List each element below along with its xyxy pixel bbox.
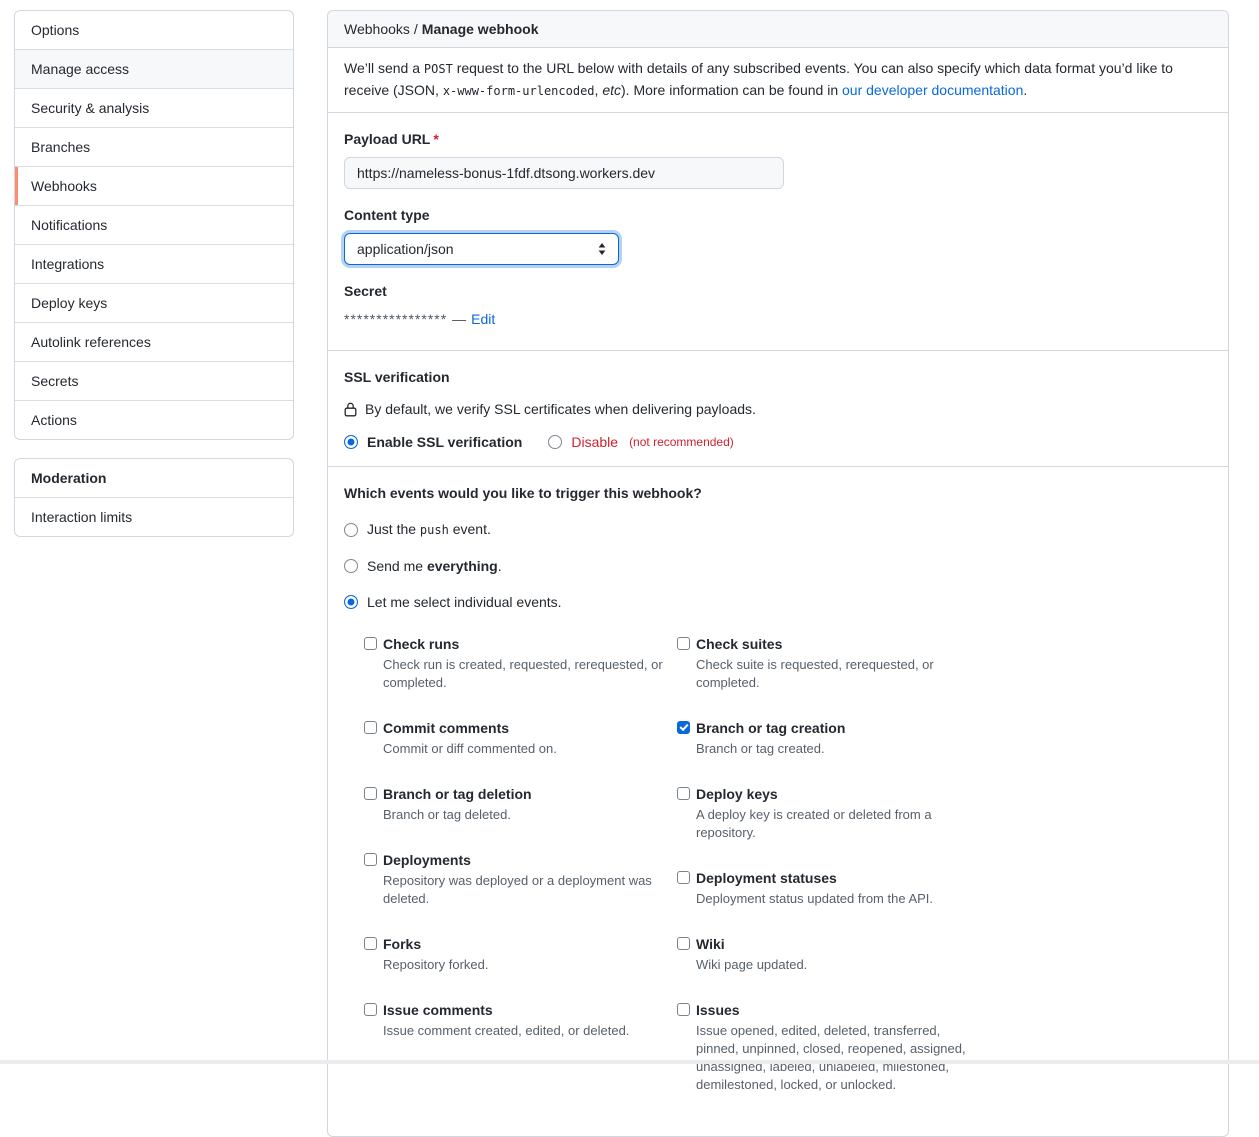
trigger-option-label [367,556,502,576]
event-description: Branch or tag deleted. [383,806,664,824]
breadcrumb-separator: / [414,21,418,37]
deployment-statuses-checkbox[interactable] [677,871,690,884]
intro-text-part: We’ll send a [344,60,424,76]
ssl-note-text: By default, we verify SSL certificates when delivering payloads. [365,399,756,419]
event-deployments-toggle[interactable] [364,850,664,870]
manage-webhook-panel [327,10,1229,1137]
event-title: Issues [696,1000,740,1020]
sidebar-section-moderation: Moderation [15,459,293,497]
sidebar-item-autolink-references[interactable]: Autolink references [15,322,293,361]
event-title: Check suites [696,634,782,654]
event-title: Deploy keys [696,784,778,804]
secret-field [344,281,1212,329]
events-section [328,467,1228,1136]
event-check-runs [364,634,664,692]
payload-url-field [344,129,1212,189]
event-description: Issue opened, edited, deleted, transferred, pinned, unpinned, closed, reopened, assigned, unassigned, labeled, unlabeled, milestoned, demilestoned, locked, or unlocked. [696,1022,977,1094]
event-description: A deploy key is created or deleted from a repository. [696,806,977,842]
event-title: Deployments [383,850,471,870]
event-checkbox-grid [364,634,1212,1120]
event-check-suites [677,634,977,692]
event-description: Wiki page updated. [696,956,977,974]
disable-ssl-label: Disable [571,434,618,450]
secret-separator: — [452,311,466,327]
disable-ssl-option[interactable] [548,434,733,450]
event-deployment-statuses-toggle[interactable] [677,868,977,888]
sidebar-item-actions[interactable]: Actions [15,400,293,439]
payload-url-label-text: Payload URL [344,131,430,147]
everything-radio[interactable] [344,559,358,573]
branch-tag-deletion-checkbox[interactable] [364,787,377,800]
event-description: Deployment status updated from the API. [696,890,977,908]
intro-text-part: , [595,82,603,98]
sidebar-item-webhooks[interactable]: Webhooks [15,166,293,205]
content-type-select[interactable] [344,233,619,265]
events-column-right [677,634,977,1120]
event-forks-toggle[interactable] [364,934,664,954]
settings-sidebar [14,10,294,537]
forks-checkbox[interactable] [364,937,377,950]
intro-text-part: request to the URL below with details of any subscribed events. You can also specify which data format you’d like to receive (JSON, [344,60,1173,98]
event-branch-or-tag-creation [677,718,977,758]
trigger-option-label [367,519,491,540]
intro-text [328,48,1228,113]
code-post: POST [424,62,453,76]
trigger-option-label: Let me select individual events. [367,592,562,612]
disable-ssl-note: (not recommended) [629,435,734,449]
enable-ssl-radio[interactable] [344,435,358,449]
disable-ssl-radio[interactable] [548,435,562,449]
breadcrumb-webhooks-link[interactable]: Webhooks [344,21,410,37]
branch-tag-creation-checkbox[interactable] [677,721,690,734]
event-title: Forks [383,934,421,954]
event-commit-comments-toggle[interactable] [364,718,664,738]
issues-checkbox[interactable] [677,1003,690,1016]
payload-url-input[interactable] [344,157,784,189]
event-title: Branch or tag creation [696,718,845,738]
code-urlencoded: x-www-form-urlencoded [443,84,595,98]
sidebar-item-notifications[interactable]: Notifications [15,205,293,244]
window-bottom-edge [0,1060,1259,1064]
just-push-radio[interactable] [344,523,358,537]
secret-masked-value: **************** [344,311,447,327]
sidebar-item-options[interactable]: Options [15,11,293,49]
event-issues-toggle[interactable] [677,1000,977,1020]
event-issue-comments-toggle[interactable] [364,1000,664,1020]
sidebar-item-deploy-keys[interactable]: Deploy keys [15,283,293,322]
event-description: Repository forked. [383,956,664,974]
event-title: Issue comments [383,1000,493,1020]
event-description: Check suite is requested, rerequested, or completed. [696,656,977,692]
event-check-runs-toggle[interactable] [364,634,664,654]
secret-edit-link[interactable]: Edit [471,311,495,327]
event-title: Branch or tag deletion [383,784,532,804]
event-deploy-keys-toggle[interactable] [677,784,977,804]
deploy-keys-checkbox[interactable] [677,787,690,800]
lock-icon [344,402,357,417]
event-wiki-toggle[interactable] [677,934,977,954]
trigger-text-part: . [498,558,502,574]
moderation-nav-box [14,458,294,537]
sidebar-item-interaction-limits[interactable]: Interaction limits [15,497,293,536]
trigger-option-individual-events[interactable] [344,592,1212,612]
sidebar-item-manage-access[interactable]: Manage access [15,49,293,88]
trigger-text-part: Just the [367,521,420,537]
sidebar-item-branches[interactable]: Branches [15,127,293,166]
event-description: Check run is created, requested, rerequested, or completed. [383,656,664,692]
enable-ssl-label: Enable SSL verification [367,434,522,450]
event-description: Commit or diff commented on. [383,740,664,758]
ssl-note-row [344,399,1212,419]
event-description: Issue comment created, edited, or deleted. [383,1022,664,1040]
ssl-verification-section [328,351,1228,467]
trigger-text-part: event. [449,521,491,537]
everything-bold: everything [427,558,498,574]
event-title: Commit comments [383,718,509,738]
content-type-label: Content type [344,205,1212,225]
event-deploy-keys [677,784,977,842]
required-asterisk: * [433,131,438,147]
event-description: Branch or tag created. [696,740,977,758]
settings-nav-box [14,10,294,440]
trigger-option-everything[interactable] [344,556,1212,576]
events-heading: Which events would you like to trigger this webhook? [344,483,1212,503]
event-branch-or-tag-deletion-toggle[interactable] [364,784,664,804]
events-column-left [364,634,664,1120]
event-issue-comments [364,1000,664,1040]
ssl-heading: SSL verification [344,367,1212,387]
commit-comments-checkbox[interactable] [364,721,377,734]
secret-label: Secret [344,281,1212,301]
intro-text-part: . [1023,82,1027,98]
individual-events-radio[interactable] [344,595,358,609]
sidebar-item-secrets[interactable]: Secrets [15,361,293,400]
trigger-text-part: Send me [367,558,427,574]
event-title: Check runs [383,634,459,654]
check-runs-checkbox[interactable] [364,637,377,650]
select-caret-icon [598,243,606,255]
check-suites-checkbox[interactable] [677,637,690,650]
event-title: Wiki [696,934,725,954]
webhook-form-section [328,113,1228,351]
event-wiki [677,934,977,974]
event-branch-or-tag-deletion [364,784,664,824]
content-type-field [344,205,1212,265]
event-forks [364,934,664,974]
sidebar-item-integrations[interactable]: Integrations [15,244,293,283]
deployments-checkbox[interactable] [364,853,377,866]
intro-etc: etc [602,82,621,98]
event-branch-or-tag-creation-toggle[interactable] [677,718,977,738]
event-commit-comments [364,718,664,758]
issue-comments-checkbox[interactable] [364,1003,377,1016]
breadcrumb-current: Manage webhook [422,21,539,37]
event-issues [677,1000,977,1094]
wiki-checkbox[interactable] [677,937,690,950]
secret-row [344,309,1212,329]
content-type-selected-value: application/json [357,241,454,257]
event-deployment-statuses [677,868,977,908]
enable-ssl-option[interactable] [344,434,522,450]
payload-url-label [344,129,1212,149]
trigger-option-just-push[interactable] [344,519,1212,540]
sidebar-item-security-analysis[interactable]: Security & analysis [15,88,293,127]
event-deployments [364,850,664,908]
developer-docs-link[interactable]: our developer documentation [842,82,1023,98]
panel-header [328,11,1228,48]
event-description: Repository was deployed or a deployment was deleted. [383,872,664,908]
event-check-suites-toggle[interactable] [677,634,977,654]
intro-text-part: ). More information can be found in [621,82,842,98]
code-push: push [420,523,449,537]
event-title: Deployment statuses [696,868,837,888]
ssl-radio-group [344,434,1212,450]
